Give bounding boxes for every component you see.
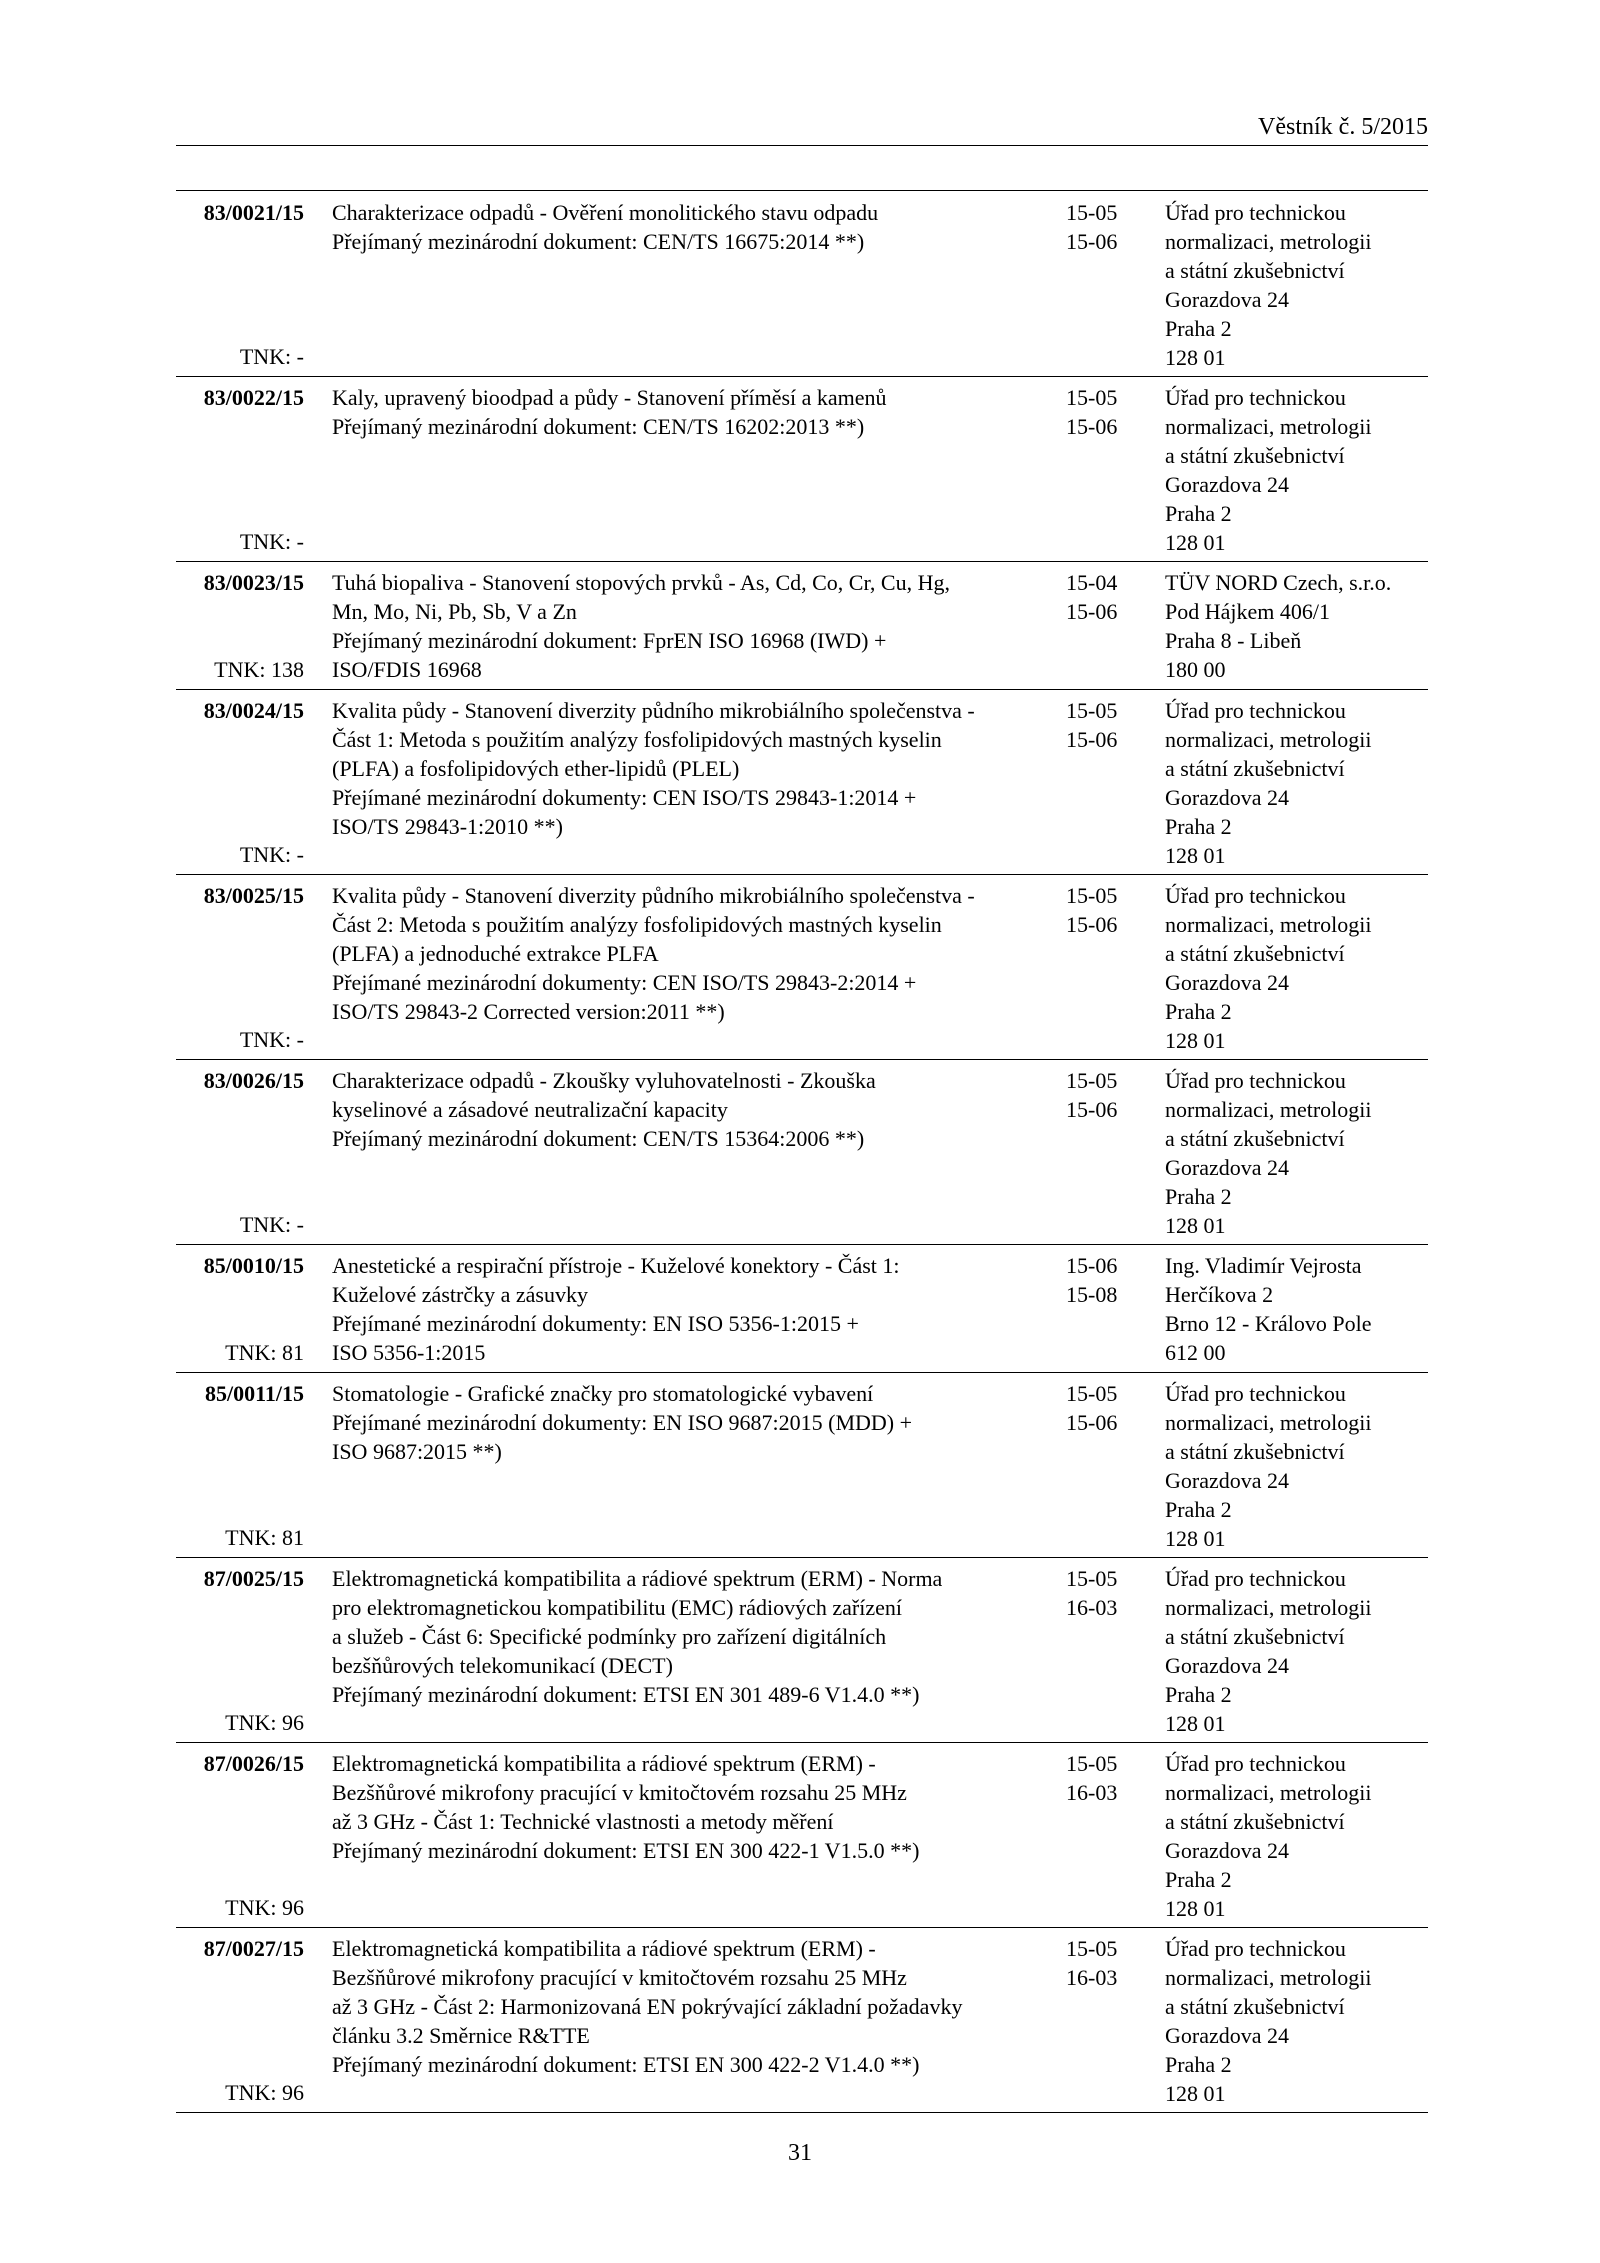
organization-line: Praha 2 [1165, 1682, 1232, 1707]
organization-line: a státní zkušebnictví [1165, 756, 1345, 781]
organization-line: normalizaci, metrologii [1165, 1097, 1372, 1122]
description-line: Přejímané mezinárodní dokumenty: CEN ISO/TS 29843-2:2014 + [332, 970, 917, 995]
organization-line: 128 01 [1165, 843, 1226, 868]
organization-line: Gorazdova 24 [1165, 287, 1290, 312]
table-row [176, 690, 1428, 875]
organization-line: Úřad pro technickou [1165, 385, 1346, 410]
entry-organization [1165, 1749, 1428, 1923]
entry-number: 83/0026/15 [203, 1068, 304, 1093]
organization-line: normalizaci, metrologii [1165, 1780, 1372, 1805]
date-value: 15-06 [1066, 229, 1118, 254]
entry-organization [1165, 881, 1428, 1055]
description-line: Stomatologie - Grafické značky pro stomatologické vybavení [332, 1381, 874, 1406]
entry-organization [1165, 1251, 1428, 1367]
date-value: 15-06 [1066, 1410, 1118, 1435]
entry-description [332, 1251, 1062, 1367]
page-number: 31 [788, 2140, 812, 2166]
description-line: Elektromagnetická kompatibilita a rádiové spektrum (ERM) - [332, 1936, 876, 1961]
organization-line: Brno 12 - Královo Pole [1165, 1311, 1372, 1336]
organization-line: 128 01 [1165, 1526, 1226, 1551]
description-line: článku 3.2 Směrnice R&TTE [332, 2023, 590, 2048]
entry-tnk: TNK: - [239, 1027, 304, 1052]
entry-dates [1066, 1934, 1146, 1992]
journal-issue-title: Věstník č. 5/2015 [1258, 114, 1428, 140]
entry-organization [1165, 568, 1428, 684]
entry-description [332, 383, 1062, 441]
organization-line: Pod Hájkem 406/1 [1165, 599, 1330, 624]
table-row [176, 1060, 1428, 1245]
description-line: Část 1: Metoda s použitím analýzy fosfolipidových mastných kyselin [332, 727, 942, 752]
entry-description [332, 1379, 1062, 1466]
description-line: Elektromagnetická kompatibilita a rádiové spektrum (ERM) - [332, 1751, 876, 1776]
description-line: Bezšňůrové mikrofony pracující v kmitočtovém rozsahu 25 MHz [332, 1965, 907, 1990]
organization-line: 128 01 [1165, 530, 1226, 555]
organization-line: Úřad pro technickou [1165, 1566, 1346, 1591]
organization-line: a státní zkušebnictví [1165, 941, 1345, 966]
organization-line: Gorazdova 24 [1165, 970, 1290, 995]
organization-line: 128 01 [1165, 1028, 1226, 1053]
table-row [176, 875, 1428, 1060]
table-row [176, 1928, 1428, 2113]
description-line: Přejímaný mezinárodní dokument: CEN/TS 16675:2014 **) [332, 229, 865, 254]
organization-line: 128 01 [1165, 2081, 1226, 2106]
date-value: 15-04 [1066, 570, 1118, 595]
description-line: Přejímané mezinárodní dokumenty: EN ISO 5356-1:2015 + [332, 1311, 859, 1336]
table-row [176, 562, 1428, 690]
table-row [176, 1245, 1428, 1373]
date-value: 16-03 [1066, 1965, 1118, 1990]
description-line: Elektromagnetická kompatibilita a rádiové spektrum (ERM) - Norma [332, 1566, 943, 1591]
entry-description [332, 198, 1062, 256]
entry-id-cell [176, 1934, 304, 2107]
organization-line: Úřad pro technickou [1165, 698, 1346, 723]
organization-line: a státní zkušebnictví [1165, 1809, 1345, 1834]
organization-line: Úřad pro technickou [1165, 883, 1346, 908]
date-value: 15-05 [1066, 1751, 1118, 1776]
organization-line: Praha 2 [1165, 501, 1232, 526]
date-value: 15-06 [1066, 1097, 1118, 1122]
organization-line: Gorazdova 24 [1165, 1653, 1290, 1678]
entry-description [332, 1066, 1062, 1153]
date-value: 15-05 [1066, 1566, 1118, 1591]
date-value: 15-06 [1066, 727, 1118, 752]
entry-tnk: TNK: 96 [225, 1895, 304, 1920]
date-value: 15-05 [1066, 385, 1118, 410]
entry-organization [1165, 1934, 1428, 2108]
organization-line: Gorazdova 24 [1165, 1155, 1290, 1180]
organization-line: 180 00 [1165, 657, 1226, 682]
entry-description [332, 881, 1062, 1026]
date-value: 16-03 [1066, 1595, 1118, 1620]
organization-line: Úřad pro technickou [1165, 1751, 1346, 1776]
entry-dates [1066, 1749, 1146, 1807]
organization-line: Praha 2 [1165, 2052, 1232, 2077]
description-line: ISO/TS 29843-1:2010 **) [332, 814, 563, 839]
entry-dates [1066, 1379, 1146, 1437]
entry-tnk: TNK: 96 [225, 2080, 304, 2105]
date-value: 15-05 [1066, 698, 1118, 723]
standards-table [176, 192, 1428, 2113]
entry-number: 83/0025/15 [203, 883, 304, 908]
header-divider [176, 145, 1428, 146]
date-value: 15-06 [1066, 599, 1118, 624]
entry-number: 87/0026/15 [203, 1751, 304, 1776]
entry-tnk: TNK: 81 [225, 1525, 304, 1550]
entry-id-cell [176, 198, 304, 371]
organization-line: normalizaci, metrologii [1165, 912, 1372, 937]
entry-number: 83/0024/15 [203, 698, 304, 723]
table-row [176, 377, 1428, 562]
date-value: 15-06 [1066, 414, 1118, 439]
description-line: kyselinové a zásadové neutralizační kapacity [332, 1097, 728, 1122]
entry-id-cell [176, 1749, 304, 1922]
entry-description [332, 696, 1062, 841]
description-line: Přejímaný mezinárodní dokument: CEN/TS 16202:2013 **) [332, 414, 865, 439]
description-line: až 3 GHz - Část 2: Harmonizovaná EN pokrývající základní požadavky [332, 1994, 963, 2019]
entry-number: 87/0025/15 [203, 1566, 304, 1591]
entry-id-cell [176, 696, 304, 869]
organization-line: normalizaci, metrologii [1165, 1595, 1372, 1620]
organization-line: 612 00 [1165, 1340, 1226, 1365]
organization-line: Gorazdova 24 [1165, 1838, 1290, 1863]
table-row [176, 192, 1428, 377]
description-line: ISO 5356-1:2015 [332, 1340, 486, 1365]
organization-line: normalizaci, metrologii [1165, 727, 1372, 752]
organization-line: Praha 8 - Libeň [1165, 628, 1302, 653]
date-value: 15-06 [1066, 912, 1118, 937]
organization-line: Praha 2 [1165, 1497, 1232, 1522]
entry-id-cell [176, 1251, 304, 1367]
organization-line: Úřad pro technickou [1165, 1068, 1346, 1093]
date-value: 15-05 [1066, 883, 1118, 908]
organization-line: Úřad pro technickou [1165, 1381, 1346, 1406]
organization-line: Praha 2 [1165, 316, 1232, 341]
organization-line: Herčíkova 2 [1165, 1282, 1274, 1307]
description-line: Přejímaný mezinárodní dokument: FprEN ISO 16968 (IWD) + [332, 628, 887, 653]
date-value: 15-05 [1066, 200, 1118, 225]
entry-id-cell [176, 1564, 304, 1737]
entry-number: 85/0010/15 [203, 1253, 304, 1278]
entry-tnk: TNK: - [239, 344, 304, 369]
entry-id-cell [176, 568, 304, 684]
description-line: a služeb - Část 6: Specifické podmínky pro zařízení digitálních [332, 1624, 887, 1649]
description-line: pro elektromagnetickou kompatibilitu (EMC) rádiových zařízení [332, 1595, 902, 1620]
organization-line: a státní zkušebnictví [1165, 1624, 1345, 1649]
entry-dates [1066, 198, 1146, 256]
organization-line: Praha 2 [1165, 999, 1232, 1024]
entry-number: 83/0021/15 [203, 200, 304, 225]
entry-number: 83/0022/15 [203, 385, 304, 410]
table-row [176, 1743, 1428, 1928]
table-row [176, 1373, 1428, 1558]
entry-dates [1066, 1066, 1146, 1124]
date-value: 15-05 [1066, 1068, 1118, 1093]
description-line: Přejímaný mezinárodní dokument: ETSI EN 300 422-1 V1.5.0 **) [332, 1838, 920, 1863]
date-value: 15-05 [1066, 1936, 1118, 1961]
organization-line: Úřad pro technickou [1165, 1936, 1346, 1961]
organization-line: Gorazdova 24 [1165, 1468, 1290, 1493]
organization-line: Gorazdova 24 [1165, 2023, 1290, 2048]
organization-line: a státní zkušebnictví [1165, 258, 1345, 283]
description-line: Část 2: Metoda s použitím analýzy fosfolipidových mastných kyselin [332, 912, 942, 937]
description-line: Kvalita půdy - Stanovení diverzity půdního mikrobiálního společenstva - [332, 698, 975, 723]
entry-organization [1165, 1066, 1428, 1240]
description-line: Kvalita půdy - Stanovení diverzity půdního mikrobiálního společenstva - [332, 883, 975, 908]
entry-number: 83/0023/15 [203, 570, 304, 595]
entry-dates [1066, 568, 1146, 626]
description-line: Mn, Mo, Ni, Pb, Sb, V a Zn [332, 599, 577, 624]
description-line: ISO/TS 29843-2 Corrected version:2011 **) [332, 999, 725, 1024]
organization-line: Praha 2 [1165, 1867, 1232, 1892]
entry-tnk: TNK: - [239, 1212, 304, 1237]
organization-line: Gorazdova 24 [1165, 785, 1290, 810]
description-line: Přejímaný mezinárodní dokument: CEN/TS 15364:2006 **) [332, 1126, 865, 1151]
organization-line: Úřad pro technickou [1165, 200, 1346, 225]
organization-line: Ing. Vladimír Vejrosta [1165, 1253, 1362, 1278]
table-top-divider [176, 190, 1428, 191]
entry-number: 87/0027/15 [203, 1936, 304, 1961]
organization-line: a státní zkušebnictví [1165, 1126, 1345, 1151]
organization-line: a státní zkušebnictví [1165, 1994, 1345, 2019]
description-line: Tuhá biopaliva - Stanovení stopových prvků - As, Cd, Co, Cr, Cu, Hg, [332, 570, 950, 595]
organization-line: Gorazdova 24 [1165, 472, 1290, 497]
date-value: 15-08 [1066, 1282, 1118, 1307]
entry-dates [1066, 383, 1146, 441]
entry-id-cell [176, 881, 304, 1054]
description-line: Přejímaný mezinárodní dokument: ETSI EN 301 489-6 V1.4.0 **) [332, 1682, 920, 1707]
entry-tnk: TNK: 138 [214, 657, 304, 682]
entry-description [332, 1934, 1062, 2079]
entry-organization [1165, 1379, 1428, 1553]
entry-organization [1165, 1564, 1428, 1738]
organization-line: 128 01 [1165, 1711, 1226, 1736]
organization-line: normalizaci, metrologii [1165, 229, 1372, 254]
entry-organization [1165, 696, 1428, 870]
organization-line: Praha 2 [1165, 814, 1232, 839]
description-line: Přejímané mezinárodní dokumenty: EN ISO 9687:2015 (MDD) + [332, 1410, 913, 1435]
entry-tnk: TNK: 81 [225, 1340, 304, 1365]
description-line: ISO/FDIS 16968 [332, 657, 482, 682]
organization-line: normalizaci, metrologii [1165, 1410, 1372, 1435]
entry-dates [1066, 1251, 1146, 1309]
date-value: 15-05 [1066, 1381, 1118, 1406]
description-line: Přejímaný mezinárodní dokument: ETSI EN 300 422-2 V1.4.0 **) [332, 2052, 920, 2077]
entry-description [332, 568, 1062, 684]
description-line: Anestetické a respirační přístroje - Kuželové konektory - Část 1: [332, 1253, 900, 1278]
organization-line: Praha 2 [1165, 1184, 1232, 1209]
organization-line: TÜV NORD Czech, s.r.o. [1165, 570, 1392, 595]
date-value: 16-03 [1066, 1780, 1118, 1805]
organization-line: normalizaci, metrologii [1165, 1965, 1372, 1990]
table-row [176, 1558, 1428, 1743]
entry-dates [1066, 696, 1146, 754]
description-line: Charakterizace odpadů - Zkoušky vyluhovatelnosti - Zkouška [332, 1068, 876, 1093]
entry-id-cell [176, 1066, 304, 1239]
entry-organization [1165, 198, 1428, 372]
description-line: Přejímané mezinárodní dokumenty: CEN ISO/TS 29843-1:2014 + [332, 785, 917, 810]
organization-line: 128 01 [1165, 345, 1226, 370]
entry-organization [1165, 383, 1428, 557]
entry-description [332, 1564, 1062, 1709]
entry-number: 85/0011/15 [204, 1381, 304, 1406]
entry-id-cell [176, 1379, 304, 1552]
entry-tnk: TNK: - [239, 529, 304, 554]
entry-tnk: TNK: - [239, 842, 304, 867]
date-value: 15-06 [1066, 1253, 1118, 1278]
entry-dates [1066, 1564, 1146, 1622]
description-line: Kaly, upravený bioodpad a půdy - Stanovení příměsí a kamenů [332, 385, 887, 410]
description-line: Kuželové zástrčky a zásuvky [332, 1282, 588, 1307]
description-line: až 3 GHz - Část 1: Technické vlastnosti a metody měření [332, 1809, 834, 1834]
description-line: Charakterizace odpadů - Ověření monolitického stavu odpadu [332, 200, 879, 225]
entry-id-cell [176, 383, 304, 556]
description-line: Bezšňůrové mikrofony pracující v kmitočtovém rozsahu 25 MHz [332, 1780, 907, 1805]
entry-dates [1066, 881, 1146, 939]
description-line: ISO 9687:2015 **) [332, 1439, 502, 1464]
organization-line: a státní zkušebnictví [1165, 1439, 1345, 1464]
description-line: bezšňůrových telekomunikací (DECT) [332, 1653, 673, 1678]
organization-line: normalizaci, metrologii [1165, 414, 1372, 439]
description-line: (PLFA) a jednoduché extrakce PLFA [332, 941, 659, 966]
organization-line: 128 01 [1165, 1896, 1226, 1921]
entry-tnk: TNK: 96 [225, 1710, 304, 1735]
organization-line: a státní zkušebnictví [1165, 443, 1345, 468]
description-line: (PLFA) a fosfolipidových ether-lipidů (PLEL) [332, 756, 740, 781]
organization-line: 128 01 [1165, 1213, 1226, 1238]
entry-description [332, 1749, 1062, 1865]
